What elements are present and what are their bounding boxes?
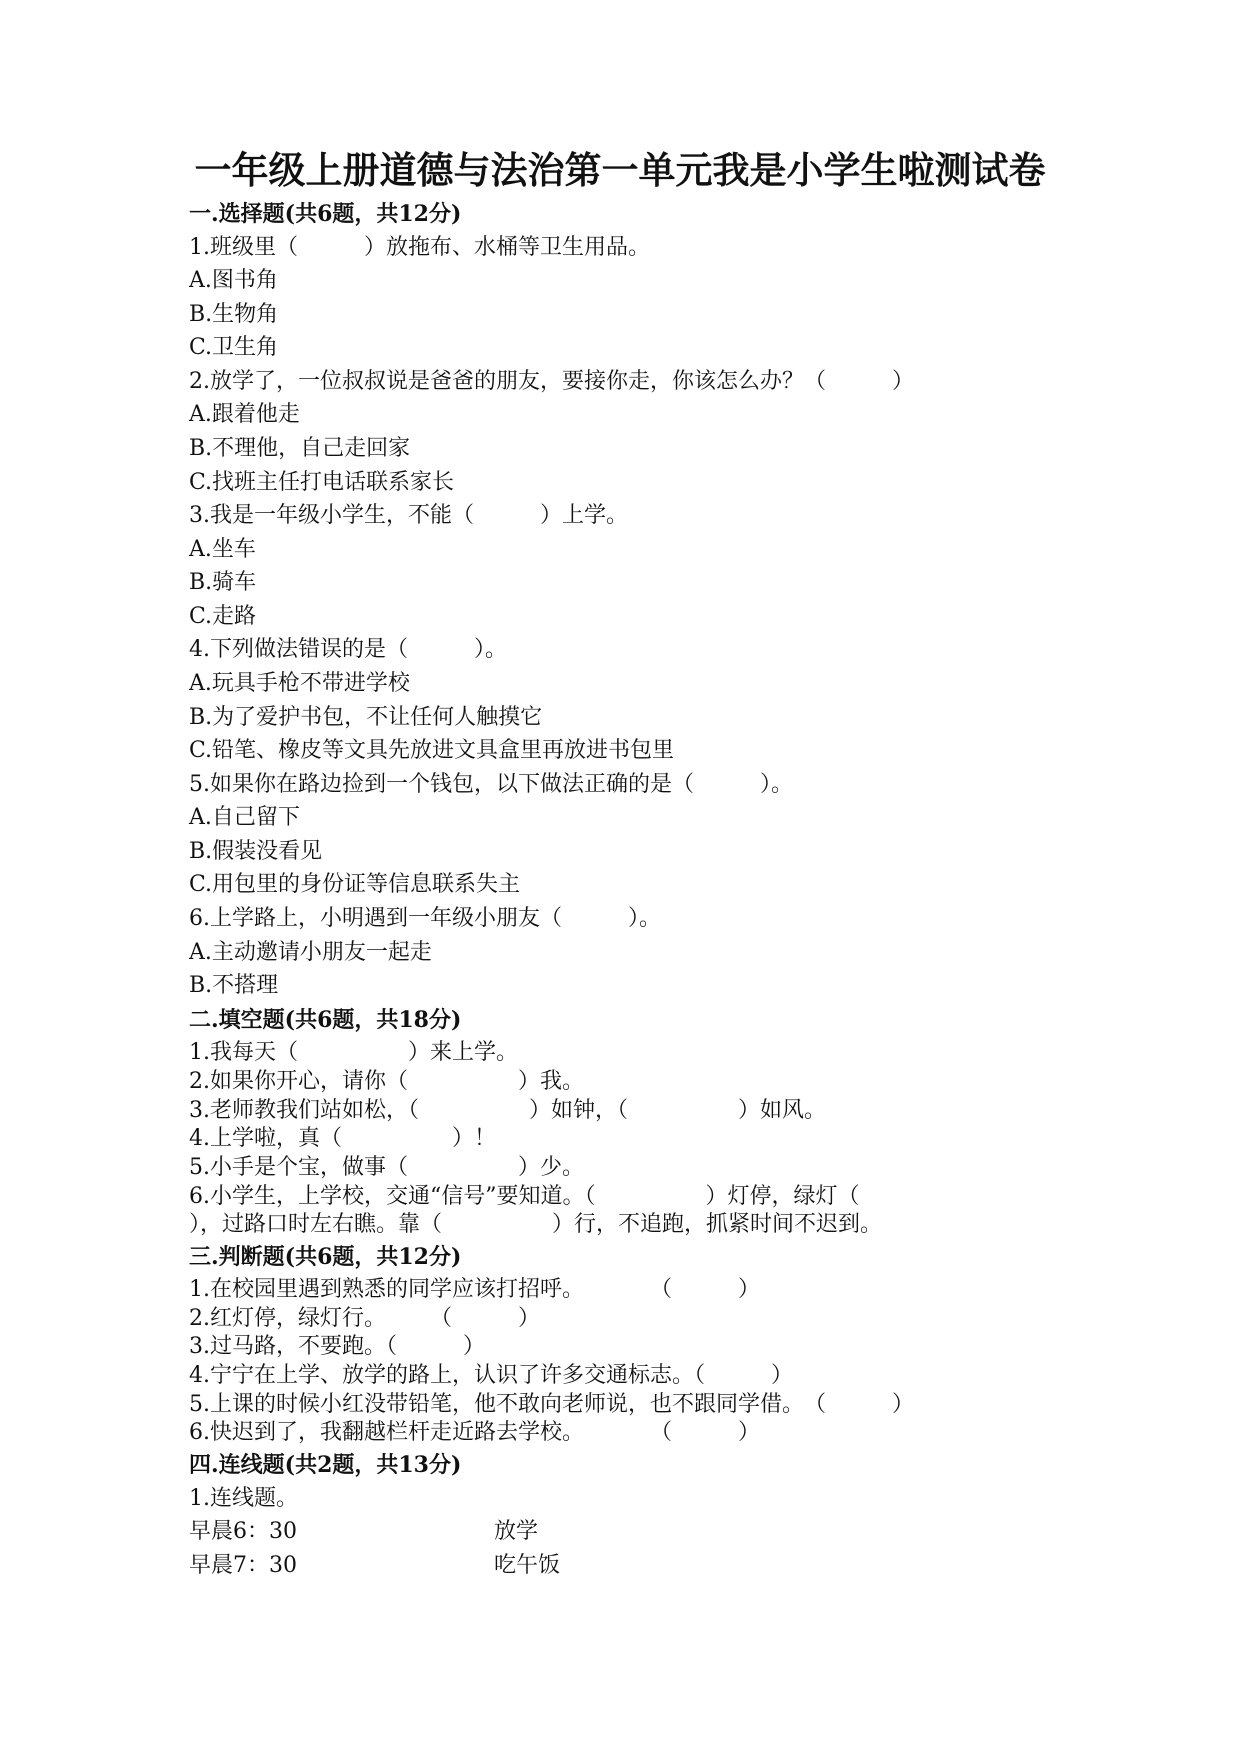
question-stem: 4.下列做法错误的是（ ）。 bbox=[189, 637, 507, 662]
judge-question: 4.宁宁在上学、放学的路上，认识了许多交通标志。（ ） bbox=[189, 1363, 793, 1388]
option: C.走路 bbox=[189, 604, 257, 629]
section-heading-match: 四.连线题(共2题，共13分) bbox=[189, 1452, 462, 1478]
question-stem: 1.班级里（ ）放拖布、水桶等卫生用品。 bbox=[189, 235, 650, 260]
fill-question: 1.我每天（ ）来上学。 bbox=[189, 1040, 518, 1065]
question-stem: 2.放学了，一位叔叔说是爸爸的朋友，要接你走，你该怎么办？（ ） bbox=[189, 369, 914, 394]
fill-question: 5.小手是个宝，做事（ ）少。 bbox=[189, 1155, 584, 1180]
judge-question: 1.在校园里遇到熟悉的同学应该打招呼。 （ ） bbox=[189, 1277, 760, 1302]
option: A.玩具手枪不带进学校 bbox=[189, 671, 410, 696]
option: A.主动邀请小朋友一起走 bbox=[189, 940, 432, 965]
option: B.骑车 bbox=[189, 570, 257, 595]
match-left-item: 早晨7：30 bbox=[189, 1553, 297, 1578]
option: B.假装没看见 bbox=[189, 839, 323, 864]
option: A.跟着他走 bbox=[189, 402, 300, 427]
option: C.找班主任打电话联系家长 bbox=[189, 470, 455, 495]
section-heading-judge: 三.判断题(共6题，共12分) bbox=[189, 1244, 462, 1270]
question-stem: 5.如果你在路边捡到一个钱包，以下做法正确的是（ ）。 bbox=[189, 772, 793, 797]
option: B.生物角 bbox=[189, 302, 279, 327]
fill-question: 6.小学生，上学校，交通“信号”要知道。（ ）灯停，绿灯（ bbox=[189, 1184, 860, 1209]
match-right-item: 吃午饭 bbox=[494, 1553, 561, 1578]
section-heading-fill: 二.填空题(共6题，共18分) bbox=[189, 1007, 462, 1033]
match-left-item: 早晨6：30 bbox=[189, 1519, 297, 1544]
option: A.坐车 bbox=[189, 537, 256, 562]
option: A.自己留下 bbox=[189, 805, 300, 830]
judge-question: 2.红灯停，绿灯行。 （ ） bbox=[189, 1306, 540, 1331]
option: B.不搭理 bbox=[189, 973, 279, 998]
fill-question: 2.如果你开心，请你（ ）我。 bbox=[189, 1069, 584, 1094]
fill-question-continued: ），过路口时左右瞧。靠（ ）行，不追跑，抓紧时间不迟到。 bbox=[189, 1212, 883, 1237]
judge-question: 5.上课的时候小红没带铅笔，他不敢向老师说，也不跟同学借。 （ ） bbox=[189, 1392, 914, 1417]
match-right-item: 放学 bbox=[494, 1519, 539, 1544]
page-title: 一年级上册道德与法治第一单元我是小学生啦测试卷 bbox=[194, 148, 1046, 192]
option: B.不理他，自己走回家 bbox=[189, 436, 411, 461]
option: B.为了爱护书包，不让任何人触摸它 bbox=[189, 705, 543, 730]
match-question: 1.连线题。 bbox=[189, 1486, 298, 1511]
section-heading-choice: 一.选择题(共6题，共12分) bbox=[189, 201, 462, 227]
question-stem: 6.上学路上，小明遇到一年级小朋友（ ）。 bbox=[189, 906, 661, 931]
option: A.图书角 bbox=[189, 268, 278, 293]
option: C.铅笔、橡皮等文具先放进文具盒里再放进书包里 bbox=[189, 738, 675, 763]
fill-question: 3.老师教我们站如松，（ ）如钟，（ ）如风。 bbox=[189, 1098, 826, 1123]
option: C.用包里的身份证等信息联系失主 bbox=[189, 872, 521, 897]
judge-question: 6.快迟到了，我翻越栏杆走近路去学校。 （ ） bbox=[189, 1420, 760, 1445]
option: C.卫生角 bbox=[189, 335, 279, 360]
fill-question: 4.上学啦，真（ ）！ bbox=[189, 1126, 496, 1151]
judge-question: 3.过马路，不要跑。（ ） bbox=[189, 1334, 485, 1359]
question-stem: 3.我是一年级小学生，不能（ ）上学。 bbox=[189, 503, 628, 528]
